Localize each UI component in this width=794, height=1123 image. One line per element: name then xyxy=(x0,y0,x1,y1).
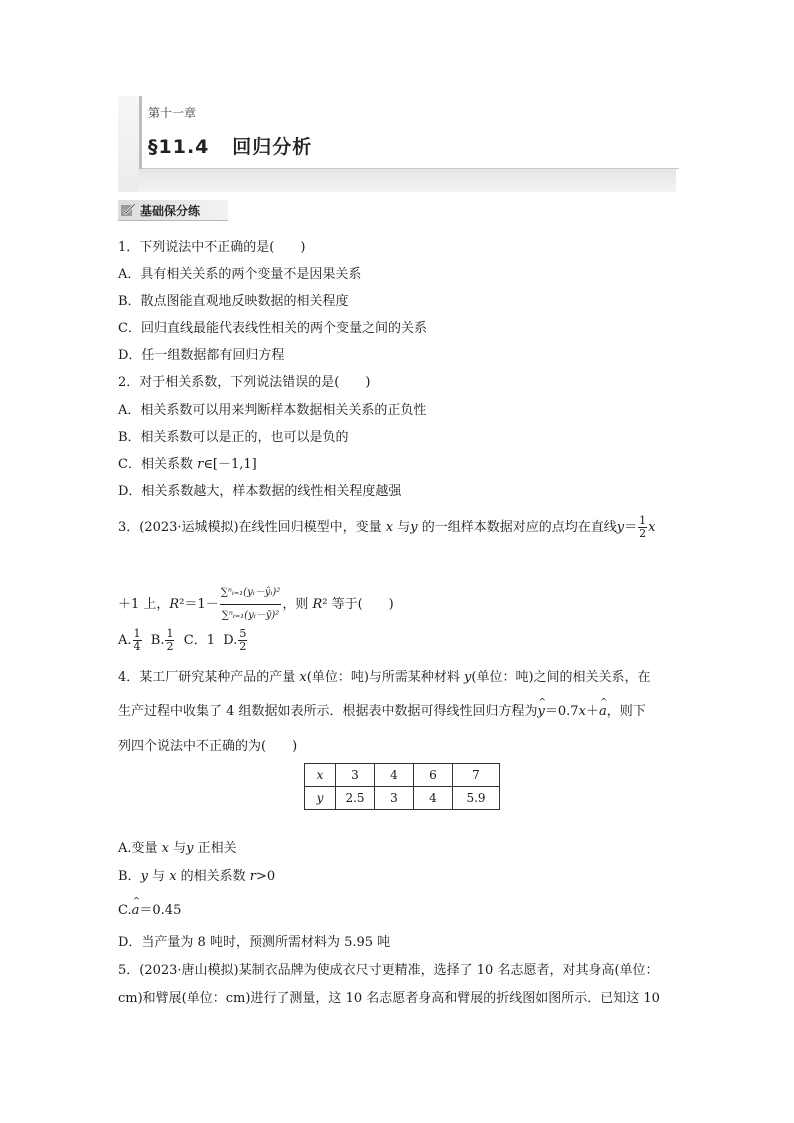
table-cell: 2.5 xyxy=(336,787,375,810)
table-row-y xyxy=(305,787,500,810)
q4-a-pre: A.变量 xyxy=(118,841,162,856)
q2-c-text: C．相关系数 xyxy=(118,457,198,472)
q3-a-num: 1 xyxy=(133,627,141,640)
q4-option-d: D．当产量为 8 吨时，预测所需材料为 5.95 吨 xyxy=(118,935,391,950)
table-cell: 4 xyxy=(375,764,414,787)
q4-option-b xyxy=(118,868,275,886)
checkbox-check-icon xyxy=(120,203,136,217)
q4-l2d: ，则下 xyxy=(606,704,646,719)
section-name: 回归分析 xyxy=(232,136,313,158)
q4-b-mid2: 的相关系数 xyxy=(176,869,250,884)
practice-tag-label: 基础保分练 xyxy=(140,203,201,218)
q3-b-frac xyxy=(165,628,174,653)
q3-c: C．1 xyxy=(183,633,215,648)
q3-b-den: 2 xyxy=(166,640,174,653)
q1-option-b: B．散点图能直观地反映数据的相关程度 xyxy=(118,294,349,309)
q3-x: x xyxy=(385,520,394,535)
q3-formula-den: ∑ⁿᵢ₌₁(yᵢ－ȳ)² xyxy=(221,610,280,621)
q3-line2-pre: ＋1 上， xyxy=(118,597,170,612)
q3-r2-formula xyxy=(220,582,282,627)
q2-stem: 2．对于相关系数，下列说法错误的是( ) xyxy=(118,375,371,390)
q3-d-label: D. xyxy=(223,633,238,648)
table-cell: 5.9 xyxy=(453,787,500,810)
q3-x2: x xyxy=(648,520,656,535)
q4-stem-line2 xyxy=(118,703,646,721)
q4-b-r: r xyxy=(249,869,257,884)
q3-y2: y xyxy=(616,520,625,535)
q4-l1a: 4．某工厂研究某种产品的产量 xyxy=(118,670,300,685)
q2-option-a: A．相关系数可以用来判断样本数据相关关系的正负性 xyxy=(118,403,427,418)
q1-option-c: C．回归直线最能代表线性相关的两个变量之间的关系 xyxy=(118,321,427,336)
q4-option-c xyxy=(118,902,181,920)
q3-options xyxy=(118,628,248,653)
table-cell: 3 xyxy=(336,764,375,787)
table-row-x xyxy=(305,764,500,787)
table-header-x: x xyxy=(305,764,336,787)
table-cell: 7 xyxy=(453,764,500,787)
q3-b-label: B. xyxy=(150,633,165,648)
q3-line2-post: ，则 xyxy=(282,597,313,612)
q4-a-mid: 与 xyxy=(169,841,187,856)
q4-b-y: y xyxy=(140,869,148,884)
q4-data-table xyxy=(304,763,500,810)
q2-option-b: B．相关系数可以是正的，也可以是负的 xyxy=(118,430,349,445)
table-header-y: y xyxy=(305,787,336,810)
table-cell: 4 xyxy=(414,787,453,810)
practice-tag xyxy=(118,200,228,221)
q3-d-den: 2 xyxy=(239,640,247,653)
q3-d-frac xyxy=(238,628,247,653)
q4-option-a xyxy=(118,840,237,858)
q4-l2a: 生产过程中收集了 4 组数据如表所示．根据表中数据可得线性回归方程为 xyxy=(118,704,538,719)
q3-stem-line1 xyxy=(118,515,655,540)
q4-c-post: ＝0.45 xyxy=(139,903,182,918)
q3-frac-num: 1 xyxy=(639,514,647,527)
q2-c-var: r xyxy=(197,457,204,472)
q4-y-hat: ^ y xyxy=(538,703,545,721)
q4-l1c: (单位：吨)之间的相关关系，在 xyxy=(471,670,651,685)
q3-y: y xyxy=(410,520,418,535)
q4-b-x: x xyxy=(169,869,177,884)
q3-line2-end: ² 等于( ) xyxy=(322,597,394,612)
q3-a-frac xyxy=(133,628,142,653)
q4-b-post: >0 xyxy=(256,869,276,884)
q3-a-den: 4 xyxy=(133,640,141,653)
q4-x2: x xyxy=(578,704,586,719)
q5-stem-line1: 5．(2023·唐山模拟)某制衣品牌为使成衣尺寸更精准，选择了 10 名志愿者，对其身高(单位： xyxy=(118,963,659,978)
q3-r-eq: ²＝1－ xyxy=(179,597,219,612)
q3-r2: R xyxy=(312,597,323,612)
q2-option-d: D．相关系数越大，样本数据的线性相关程度越强 xyxy=(118,484,402,499)
q3-text-a: 3．(2023·运城模拟)在线性回归模型中，变量 xyxy=(118,520,386,535)
q5-stem-line2: cm)和臂展(单位：cm)进行了测量，这 10 名志愿者身高和臂展的折线图如图所示．已知这 10 xyxy=(118,991,660,1006)
section-title xyxy=(148,132,312,159)
q4-b-mid: 与 xyxy=(147,869,170,884)
q4-a-hat: ^ a xyxy=(599,703,607,721)
banner-shadow xyxy=(139,168,676,192)
q4-a-post: 正相关 xyxy=(193,841,237,856)
q4-c-pre: C. xyxy=(118,903,132,918)
q4-stem-line1 xyxy=(118,669,651,687)
q3-fraction-half xyxy=(638,515,647,540)
q3-a-label: A. xyxy=(118,633,132,648)
q3-b-num: 1 xyxy=(166,627,174,640)
q4-stem-line3: 列四个说法中不正确的为( ) xyxy=(118,739,298,754)
q3-r: R xyxy=(169,597,180,612)
q4-a-y: y xyxy=(186,841,194,856)
q3-text-mid: 与 xyxy=(393,520,411,535)
q4-l2b: ＝0.7 xyxy=(544,704,579,719)
table-cell: 6 xyxy=(414,764,453,787)
q4-l2c: ＋ xyxy=(585,704,599,719)
q4-c-a-hat: ^ a xyxy=(132,902,140,920)
q3-eq: ＝ xyxy=(624,520,638,535)
q4-y: y xyxy=(464,670,472,685)
q1-option-a: A．具有相关关系的两个变量不是因果关系 xyxy=(118,267,362,282)
q4-a-x: x xyxy=(161,841,169,856)
section-number: §11.4 xyxy=(148,136,210,158)
q1-stem: 1．下列说法中不正确的是( ) xyxy=(118,240,306,255)
table-cell: 3 xyxy=(375,787,414,810)
q3-frac-den: 2 xyxy=(639,527,647,540)
q2-c-range: ∈[－1,1] xyxy=(203,457,257,472)
q3-stem-line2 xyxy=(118,582,394,627)
q1-option-d: D．任一组数据都有回归方程 xyxy=(118,348,285,363)
q2-option-c xyxy=(118,456,257,474)
q3-d-num: 5 xyxy=(239,627,247,640)
q4-b-pre: B． xyxy=(118,869,141,884)
q4-l1b: (单位：吨)与所需某种材料 xyxy=(306,670,465,685)
chapter-label: 第十一章 xyxy=(148,106,197,120)
q3-text-b: 的一组样本数据对应的点均在直线 xyxy=(417,520,617,535)
q4-x: x xyxy=(299,670,307,685)
q3-formula-num: ∑ⁿᵢ₌₁(yᵢ－ŷᵢ)² xyxy=(220,582,282,605)
